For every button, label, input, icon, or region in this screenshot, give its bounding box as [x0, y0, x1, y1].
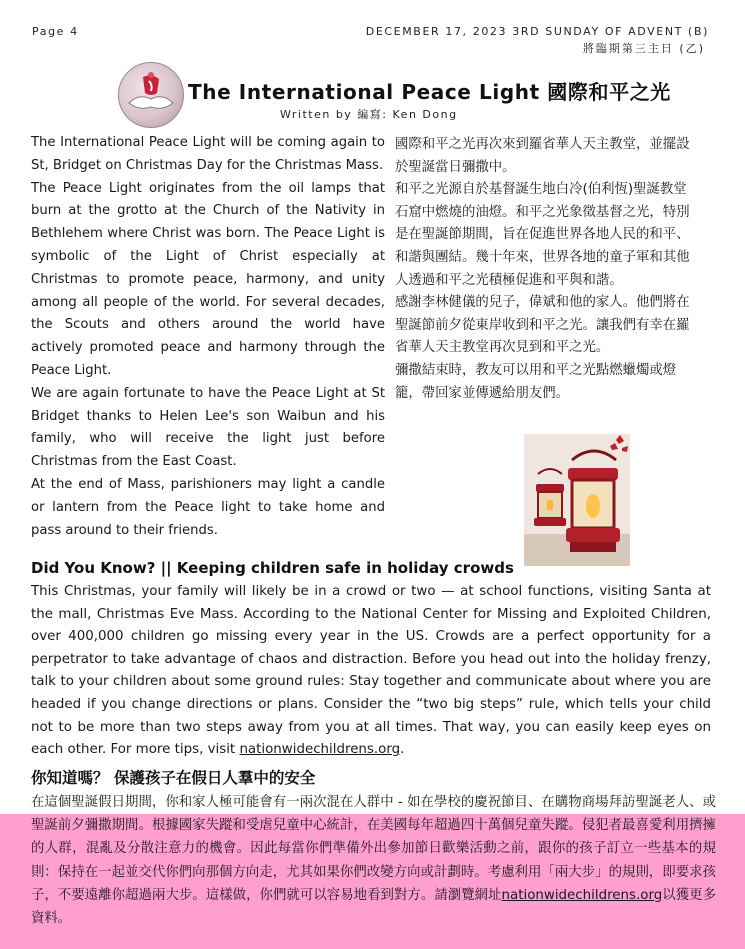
nationwide-childrens-link-chinese[interactable]: nationwidechildrens.org	[501, 887, 663, 903]
zh-paragraph: 國際和平之光再次來到羅省華人天主教堂，並擺設於聖誕當日彌撒中。	[395, 137, 690, 175]
did-you-know-text: This Christmas, your family will likely be in a crowd or two — at school functions, visiting Santa at the mall, Christmas Eve Mass. According to the National Center for Missing and Exploited Children, over 400,000 children go missing every year in the US. Crowds are a perfect opportunity for a perpetrator to take advantage of chaos and distraction. Before you head out into the holiday frenzy, talk to your children about some ground rules: Stay together and communicate about where you are headed if you change directions or plans. Consider the “two big steps” rule, which tells your child not to be more than two steps away from you at all times. That way, you can easily keep eyes on each other. For more tips, visit	[31, 584, 711, 758]
en-paragraph: The International Peace Light will be coming again to St, Bridget on Christmas Day for the Christmas Mass.	[31, 135, 385, 173]
date-line-chinese: 將臨期第三主日 (乙)	[582, 42, 705, 55]
zh-paragraph: 和平之光源自於基督誕生地白冷(伯利恆)聖誕教堂石窟中燃燒的油燈。和平之光象徵基督之光，特別是在聖誕節期間，旨在促進世界各地人民的和平、和諧與團結。幾十年來，世界各地的童子軍和其他人透過和平之光積極促進和平與和諧。	[395, 182, 690, 288]
nationwide-childrens-link[interactable]: nationwidechildrens.org	[239, 742, 401, 758]
en-paragraph: At the end of Mass, parishioners may light a candle or lantern from the Peace light to take home and pass around to their friends.	[31, 476, 385, 538]
en-paragraph: We are again fortunate to have the Peace Light at St Bridget thanks to Helen Lee's son Waibun and his family, who will receive the light just before Christmas from the East Coast.	[31, 385, 385, 470]
did-you-know-body-chinese	[31, 791, 716, 930]
zh-body-text: 在這個聖誕假日期間，你和家人極可能會有一兩次混在人群中 - 如在學校的慶祝節目、在購物商場拜訪聖誕老人、或聖誕前夕彌撒期間。根據國家失蹤和受虐兒童中心統計，在美國每年超過四十萬個兒童失蹤。侵犯者最喜愛利用擠擁的人群，混亂及分散注意力的機會。因此每當你們準備外出參加節日歡樂活動之前，跟你的孩子訂立一些基本的規則：保持在一起並交代你們向那個方向走，尤其如果你們改變方向或計劃時。考慮利用「兩大步」的規則，即要求孩子，不要遠離你超過兩大步。這樣做，你們就可以容易地看到對方。請瀏覽網址	[31, 795, 716, 903]
lanterns-photo	[524, 434, 630, 566]
did-you-know-heading: Did You Know? || Keeping children safe in holiday crowds	[31, 559, 514, 577]
did-you-know-end: .	[400, 742, 405, 758]
date-line: DECEMBER 17, 2023 3RD SUNDAY OF ADVENT (B)	[365, 25, 709, 38]
english-article-column	[31, 132, 385, 542]
zh-paragraph: 彌撒結束時，教友可以用和平之光點燃蠟燭或燈籠，帶回家並傳遞給朋友們。	[395, 362, 677, 401]
article-title: The International Peace Light 國際和平之光	[188, 80, 671, 104]
did-you-know-body	[31, 581, 711, 762]
article-byline: Written by 編寫: Ken Dong	[280, 108, 458, 121]
zh-body-end: 以獲更多資料。	[31, 887, 717, 927]
page-number: Page 4	[32, 25, 79, 38]
peace-light-logo-icon	[118, 62, 184, 128]
zh-paragraph: 感謝李林健儀的兒子，偉斌和他的家人。他們將在聖誕節前夕從東岸收到和平之光。讓我們有幸在羅省華人天主教堂再次見到和平之光。	[395, 295, 690, 356]
did-you-know-heading-chinese: 你知道嗎？ 保護孩子在假日人羣中的安全	[31, 769, 316, 787]
chinese-article-column	[395, 134, 700, 405]
en-paragraph: The Peace Light originates from the oil lamps that burn at the grotto at the Church of the Nativity in Bethlehem where Christ was born. The Peace Light is symbolic of the Light of Christ especially at Christmas to promote peace, harmony, and unity among all people of the world. For several decades, the Scouts and others around the world have actively promoted peace and harmony through the Peace Light.	[31, 180, 385, 378]
